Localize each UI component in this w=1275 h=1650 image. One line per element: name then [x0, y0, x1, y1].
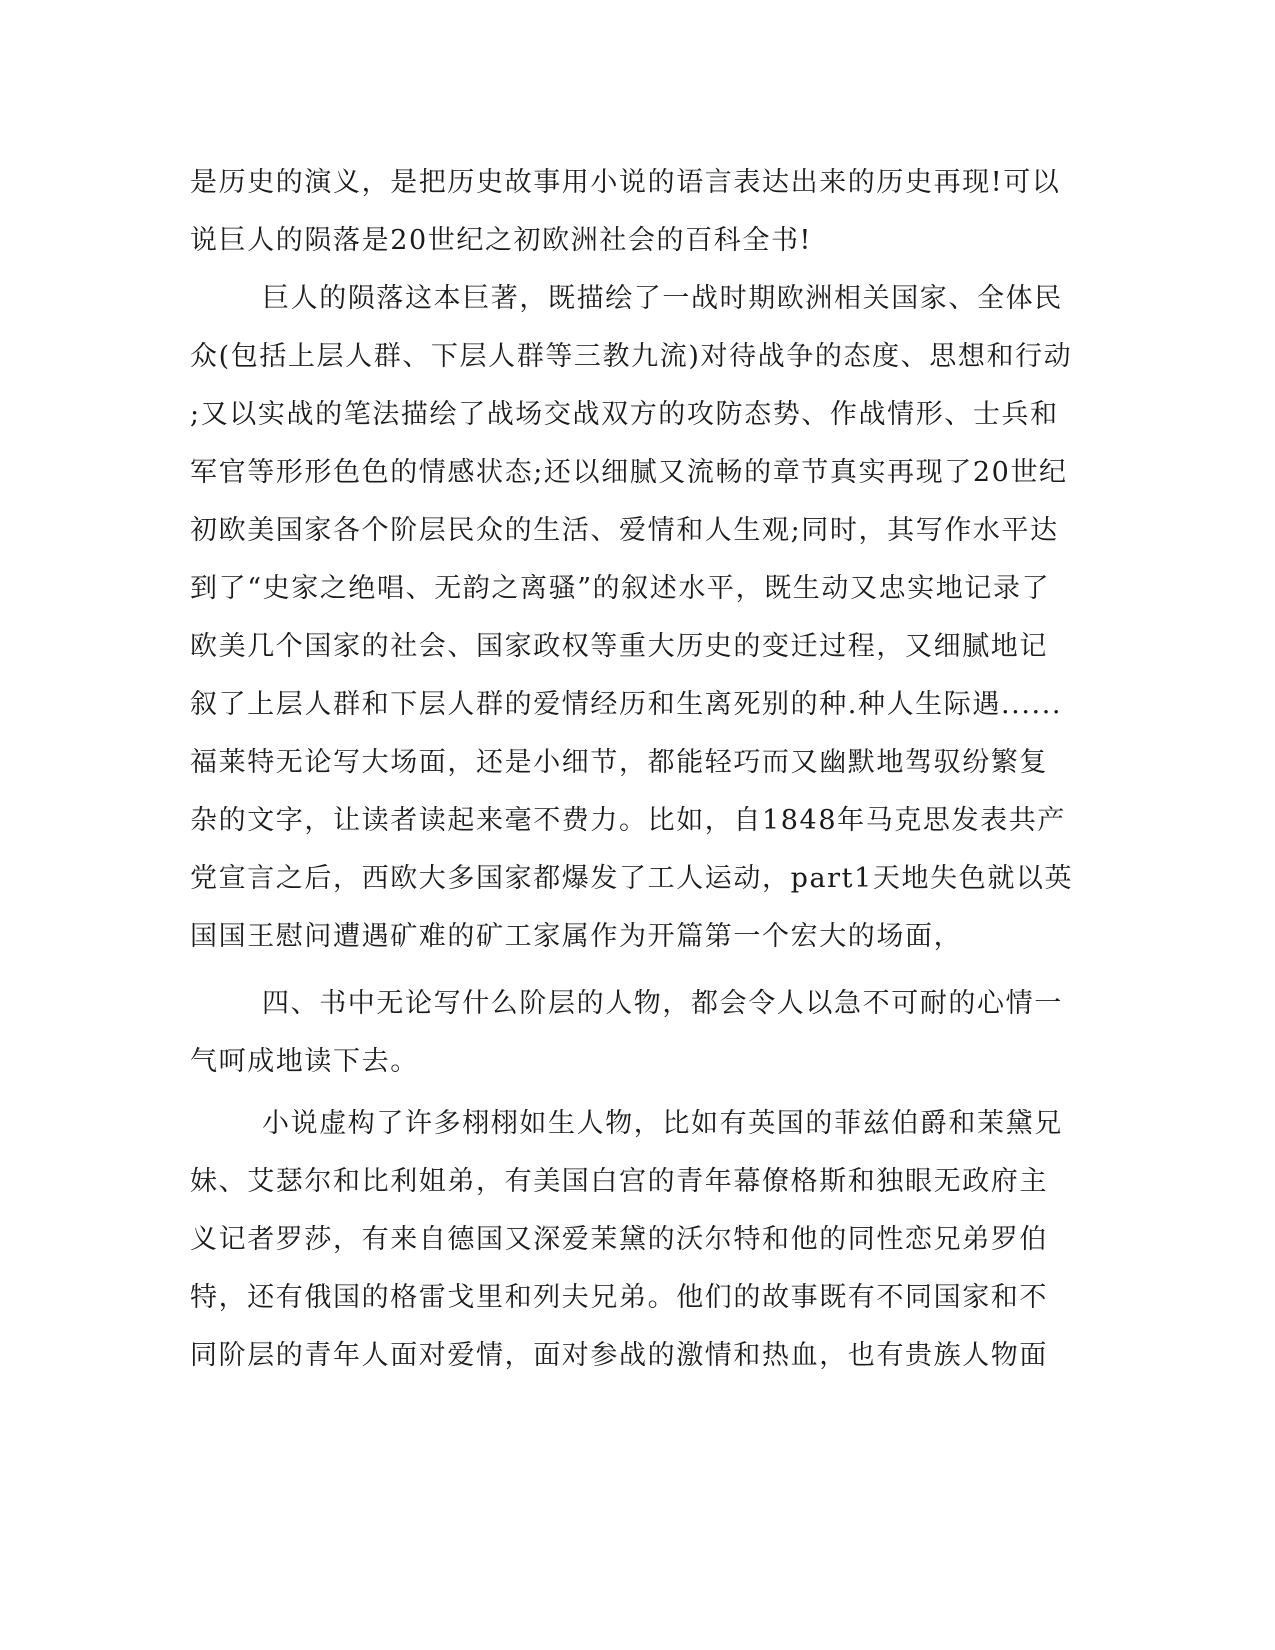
text-line: 说巨人的陨落是20世纪之初欧洲社会的百科全书! [190, 225, 813, 256]
text-line: 军官等形形色色的情感状态;还以细腻又流畅的章节真实再现了20世纪 [190, 457, 1068, 488]
text-line: 众(包括上层人群、下层人群等三教九流)对待战争的态度、思想和行动 [190, 341, 1073, 372]
text-line: ;又以实战的笔法描绘了战场交战双方的攻防态势、作战情形、士兵和 [190, 399, 1059, 430]
text-line: 福莱特无论写大场面，还是小细节，都能轻巧而又幽默地驾驭纷繁复 [190, 747, 1048, 778]
text-line: 同阶层的青年人面对爱情，面对参战的激情和热血，也有贵族人物面 [190, 1340, 1048, 1371]
text-line: 党宣言之后，西欧大多国家都爆发了工人运动，part1天地失色就以英 [190, 863, 1074, 894]
text-line: 国国王慰问遭遇矿难的矿工家属作为开篇第一个宏大的场面， [190, 921, 963, 952]
text-line: 妹、艾瑟尔和比利姐弟，有美国白宫的青年幕僚格斯和独眼无政府主 [190, 1166, 1048, 1197]
text-line: 特，还有俄国的格雷戈里和列夫兄弟。他们的故事既有不同国家和不 [190, 1282, 1048, 1313]
text-line: 是历史的演义，是把历史故事用小说的语言表达出来的历史再现!可以 [190, 167, 1061, 198]
text-line: 叙了上层人群和下层人群的爱情经历和生离死别的种.种人生际遇...... [190, 689, 1063, 720]
text-line: 气呵成地读下去。 [190, 1046, 419, 1077]
text-line: 义记者罗莎，有来自德国又深爱茉黛的沃尔特和他的同性恋兄弟罗伯 [190, 1224, 1048, 1255]
paragraph-first-line: 小说虚构了许多栩栩如生人物，比如有英国的菲兹伯爵和茉黛兄 [262, 1108, 1063, 1139]
paragraph-first-line: 巨人的陨落这本巨著，既描绘了一战时期欧洲相关国家、全体民 [262, 283, 1063, 314]
text-line: 到了“史家之绝唱、无韵之离骚”的叙述水平，既生动又忠实地记录了 [190, 573, 1051, 604]
text-line: 欧美几个国家的社会、国家政权等重大历史的变迁过程，又细腻地记 [190, 631, 1048, 662]
paragraph-first-line: 四、书中无论写什么阶层的人物，都会令人以急不可耐的心情一 [262, 988, 1063, 1019]
text-line: 杂的文字，让读者读起来毫不费力。比如，自1848年马克思发表共产 [190, 805, 1066, 836]
text-line: 初欧美国家各个阶层民众的生活、爱情和人生观;同时，其写作水平达 [190, 515, 1059, 546]
